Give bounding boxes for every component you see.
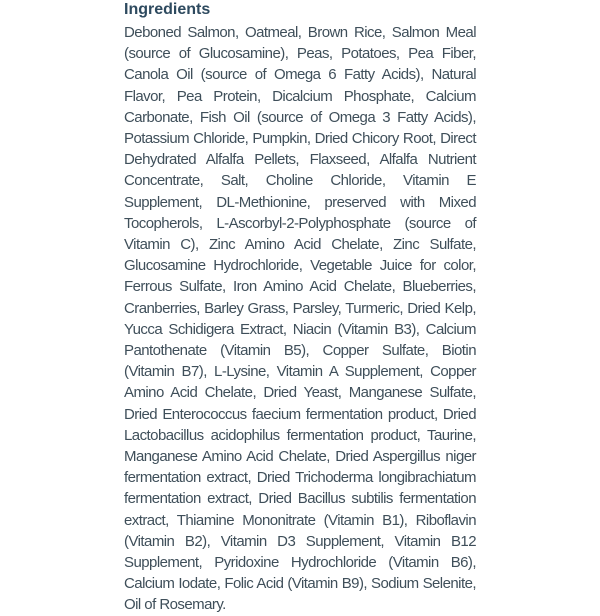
ingredients-list: Deboned Salmon, Oatmeal, Brown Rice, Salmon Meal (source of Glucosamine), Peas, Potatoes, Pea Fiber, Canola Oil (source of Omega 6 Fatty Acids), Natural Flavor, Pea Protein, Dicalcium Phosphate, Calcium Carbonate, Fish Oil (source of Omega 3 Fatty Acids), Potassium Chloride, Pumpkin, Dried Chicory Root, Direct Dehydrated Alfalfa Pellets, Flaxseed, Alfalfa Nutrient Concentrate, Salt, Choline Chloride, Vitamin E Supplement, DL-Methionine, preserved with Mixed Tocopherols, L-Ascorbyl-2-Polyphosphate (source of Vitamin C), Zinc Amino Acid Chelate, Zinc Sulfate, Glucosamine Hydrochloride, Vegetable Juice for color, Ferrous Sulfate, Iron Amino Acid Chelate, Blueberries, Cranberries, Barley Grass, Parsley, Turmeric, Dried Kelp, Yucca Schidigera Extract, Niacin (Vitamin B3), Calcium Pantothenate (Vitamin B5), Copper Sulfate, Biotin (Vitamin B7), L-Lysine, Vitamin A Supplement, Copper Amino Acid Chelate, Dried Yeast, Manganese Sulfate, Dried Enterococcus faecium fermentation product, Dried Lactobacillus acidophilus fermentation product, Taurine, Manganese Amino Acid Chelate, Dried Aspergillus niger fermentation extract, Dried Trichoderma longibrachiatum fermentation extract, Dried Bacillus subtilis fermentation extract, Thiamine Mononitrate (Vitamin B1), Riboflavin (Vitamin B2), Vitamin D3 Supplement, Vitamin B12 Supplement, Pyridoxine Hydrochloride (Vitamin B6), Calcium Iodate, Folic Acid (Vitamin B9), Sodium Selenite, Oil of Rosemary. bbox=[124, 24, 476, 614]
ingredients-heading: Ingredients bbox=[124, 1, 211, 18]
ingredients-panel bbox=[124, 0, 476, 614]
